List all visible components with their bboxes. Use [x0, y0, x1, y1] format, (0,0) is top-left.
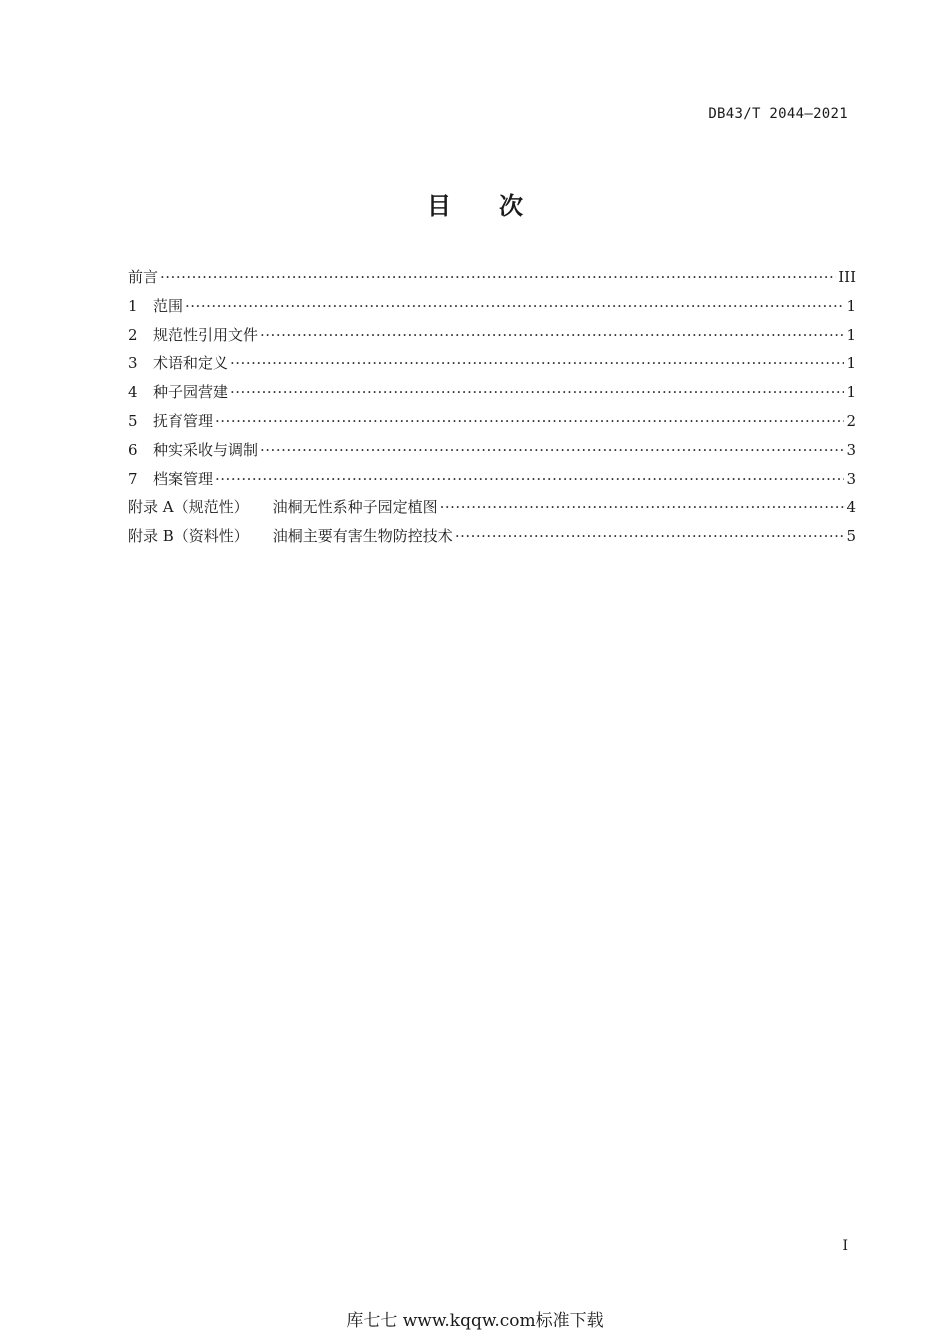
- leader-dots: [260, 326, 844, 344]
- toc-entry-2[interactable]: [128, 324, 856, 353]
- leader-dots: [230, 354, 844, 372]
- page-title: [0, 186, 950, 221]
- leader-dots: [260, 441, 844, 459]
- toc-entry-page: 1: [846, 325, 856, 344]
- toc-entry-5[interactable]: [128, 410, 856, 439]
- toc-entry-page: 2: [846, 411, 856, 430]
- toc-entry-7[interactable]: [128, 468, 856, 497]
- toc-entry-label: 规范性引用文件: [153, 325, 259, 344]
- toc-entry-appendix-b[interactable]: [128, 525, 856, 554]
- toc-entry-label: 种子园营建: [153, 383, 229, 402]
- toc-entry-number: 7: [128, 469, 138, 488]
- toc-entry-appendix-a[interactable]: [128, 496, 856, 525]
- toc-entry-label: 术语和定义: [153, 354, 229, 373]
- toc-entry-3[interactable]: [128, 352, 856, 381]
- toc-entry-label: 范围: [153, 296, 184, 315]
- toc-entry-label: 油桐无性系种子园定植图: [272, 498, 438, 517]
- standard-code: DB43/T 2044—2021: [708, 106, 848, 122]
- toc-entry-label: 前言: [128, 268, 159, 286]
- toc-entry-foreword[interactable]: [128, 266, 856, 295]
- leader-dots: [215, 470, 844, 488]
- toc-entry-number: 3: [128, 354, 138, 373]
- leader-dots: [185, 297, 844, 315]
- toc-entry-page: 3: [846, 440, 856, 459]
- toc-entry-page: 1: [846, 354, 856, 373]
- toc-entry-page: 1: [846, 296, 856, 315]
- leader-dots: [215, 412, 844, 430]
- leader-dots: [160, 268, 836, 286]
- toc-entry-label: 抚育管理: [153, 411, 214, 430]
- toc-entry-label: 油桐主要有害生物防控技术: [272, 527, 453, 546]
- toc-entry-number: 2: [128, 325, 138, 344]
- leader-dots: [440, 498, 845, 516]
- title-char-2: 次: [499, 192, 523, 220]
- toc-entry-number: 5: [128, 411, 138, 430]
- toc-entry-label: 档案管理: [153, 469, 214, 488]
- footer-watermark: 库七七 www.kqqw.com标准下载: [346, 1311, 604, 1331]
- leader-dots: [230, 383, 844, 401]
- toc-entry-page: III: [838, 268, 856, 286]
- toc-entry-6[interactable]: [128, 439, 856, 468]
- toc-entry-4[interactable]: [128, 381, 856, 410]
- appendix-tag: 附录 B（资料性）: [128, 527, 249, 546]
- appendix-tag: 附录 A（规范性）: [128, 498, 249, 517]
- toc-entry-page: 4: [846, 498, 856, 517]
- toc-entry-page: 1: [846, 383, 856, 402]
- toc-entry-number: 4: [128, 383, 138, 402]
- toc-entry-page: 3: [846, 469, 856, 488]
- toc-entry-number: 1: [128, 296, 138, 315]
- toc-entry-number: 6: [128, 440, 138, 459]
- leader-dots: [455, 527, 845, 545]
- page-number: I: [842, 1238, 848, 1254]
- toc-entry-1[interactable]: [128, 295, 856, 324]
- toc-entry-page: 5: [846, 527, 856, 546]
- table-of-contents: [128, 266, 856, 554]
- title-char-1: 目: [427, 192, 451, 220]
- toc-entry-label: 种实采收与调制: [153, 440, 259, 459]
